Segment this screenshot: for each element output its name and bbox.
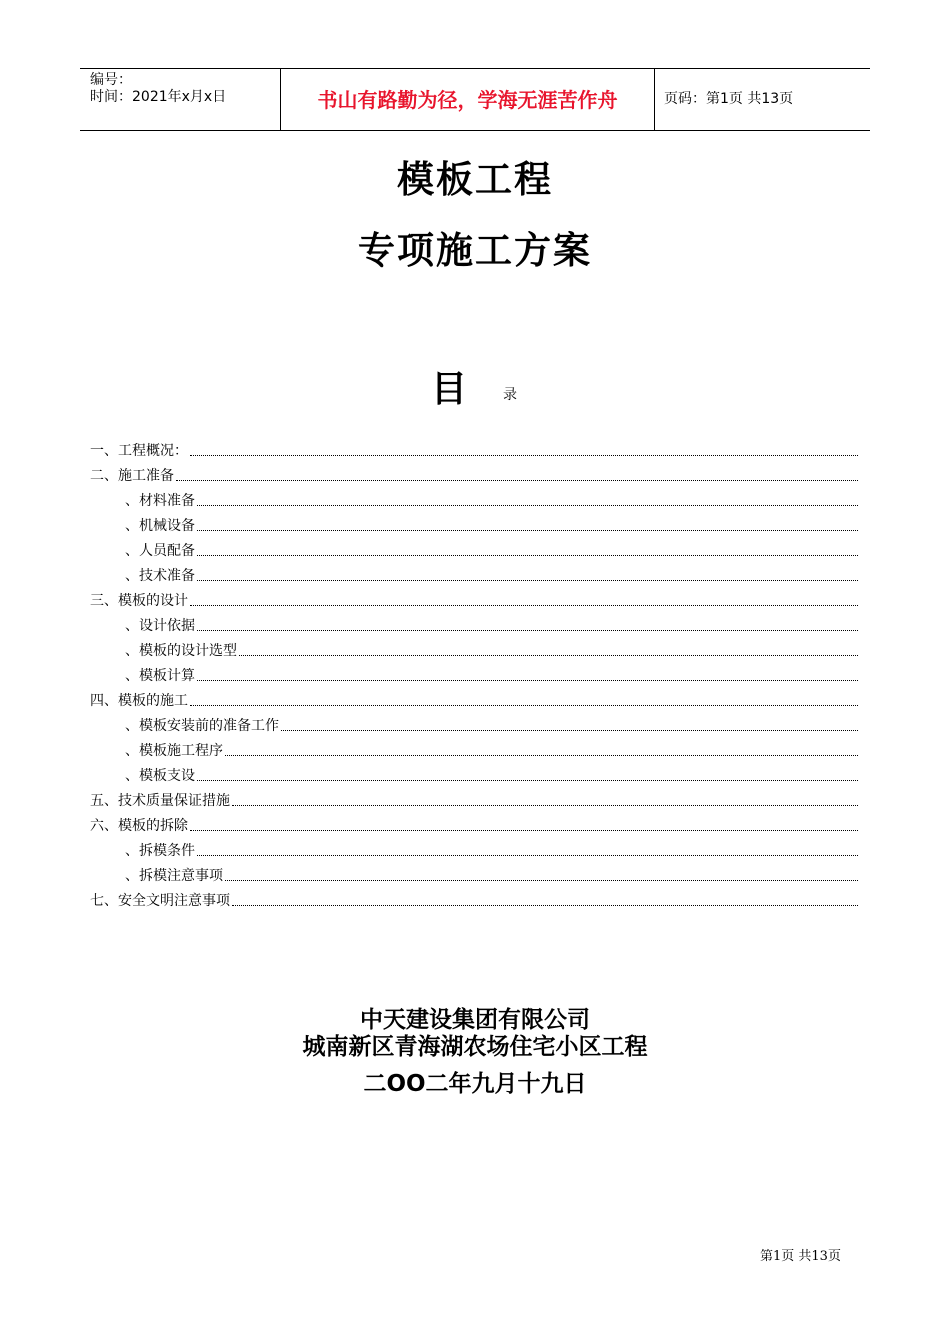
project-name: 城南新区青海湖农场住宅小区工程 (302, 1034, 648, 1060)
toc-item[interactable]: 六、模板的拆除 (90, 810, 858, 835)
toc-leader-dots (190, 704, 858, 706)
toc-leader-dots (190, 829, 858, 831)
toc-item[interactable]: 四、模板的施工 (90, 685, 858, 710)
toc-item[interactable]: 七、安全文明注意事项 (90, 885, 858, 910)
toc-leader-dots (232, 804, 858, 806)
toc-leader-dots (197, 504, 858, 506)
document-date: 二OO二年九月十九日 (363, 1071, 587, 1097)
toc-heading (0, 366, 950, 416)
toc-leader-dots (197, 779, 858, 781)
document-time-label: 时间：2021年x月x日 (90, 89, 227, 105)
company-name: 中天建设集团有限公司 (360, 1007, 590, 1033)
toc-leader-dots (190, 454, 858, 456)
document-subtitle: 专项施工方案 (358, 229, 592, 272)
toc-subitem[interactable]: 、拆模条件 (90, 835, 858, 860)
toc-leader-dots (232, 904, 858, 906)
toc-leader-dots (197, 579, 858, 581)
toc-leader-dots (239, 654, 858, 656)
toc-leader-dots (197, 629, 858, 631)
toc-heading-small: 录 (503, 387, 517, 403)
toc-subitem[interactable]: 、人员配备 (90, 535, 858, 560)
toc-leader-dots (281, 729, 858, 731)
toc-leader-dots (225, 879, 858, 881)
header-page-label: 页码：第1页 共13页 (664, 91, 794, 107)
toc-subitem[interactable]: 、设计依据 (90, 610, 858, 635)
toc-item[interactable]: 三、模板的设计 (90, 585, 858, 610)
toc-leader-dots (197, 854, 858, 856)
toc-leader-dots (225, 754, 858, 756)
header-center-cell (281, 69, 655, 130)
header-table (80, 68, 870, 131)
toc-subitem[interactable]: 、模板支设 (90, 760, 858, 785)
document-number-label: 编号： (90, 72, 132, 88)
toc-leader-dots (197, 554, 858, 556)
header-motto: 书山有路勤为径，学海无涯苦作舟 (317, 88, 618, 112)
toc-leader-dots (197, 529, 858, 531)
toc-subitem[interactable]: 、模板的设计选型 (90, 635, 858, 660)
toc-leader-dots (190, 604, 858, 606)
toc-subitem[interactable]: 、拆模注意事项 (90, 860, 858, 885)
toc-leader-dots (176, 479, 858, 481)
toc-subitem[interactable]: 、技术准备 (90, 560, 858, 585)
toc-subitem[interactable]: 、模板施工程序 (90, 735, 858, 760)
toc-subitem[interactable]: 、材料准备 (90, 485, 858, 510)
document-title: 模板工程 (397, 158, 553, 201)
toc-heading-big: 目 (431, 369, 468, 410)
toc-subitem[interactable]: 、机械设备 (90, 510, 858, 535)
toc-item[interactable]: 一、工程概况： (90, 435, 858, 460)
footer-page-number: 第1页 共13页 (760, 1249, 841, 1264)
toc-item[interactable]: 五、技术质量保证措施 (90, 785, 858, 810)
table-of-contents (90, 435, 858, 910)
toc-item[interactable]: 二、施工准备 (90, 460, 858, 485)
header-right-cell (655, 69, 870, 130)
header-left-cell (80, 69, 281, 130)
toc-leader-dots (197, 679, 858, 681)
toc-subitem[interactable]: 、模板计算 (90, 660, 858, 685)
toc-subitem[interactable]: 、模板安装前的准备工作 (90, 710, 858, 735)
